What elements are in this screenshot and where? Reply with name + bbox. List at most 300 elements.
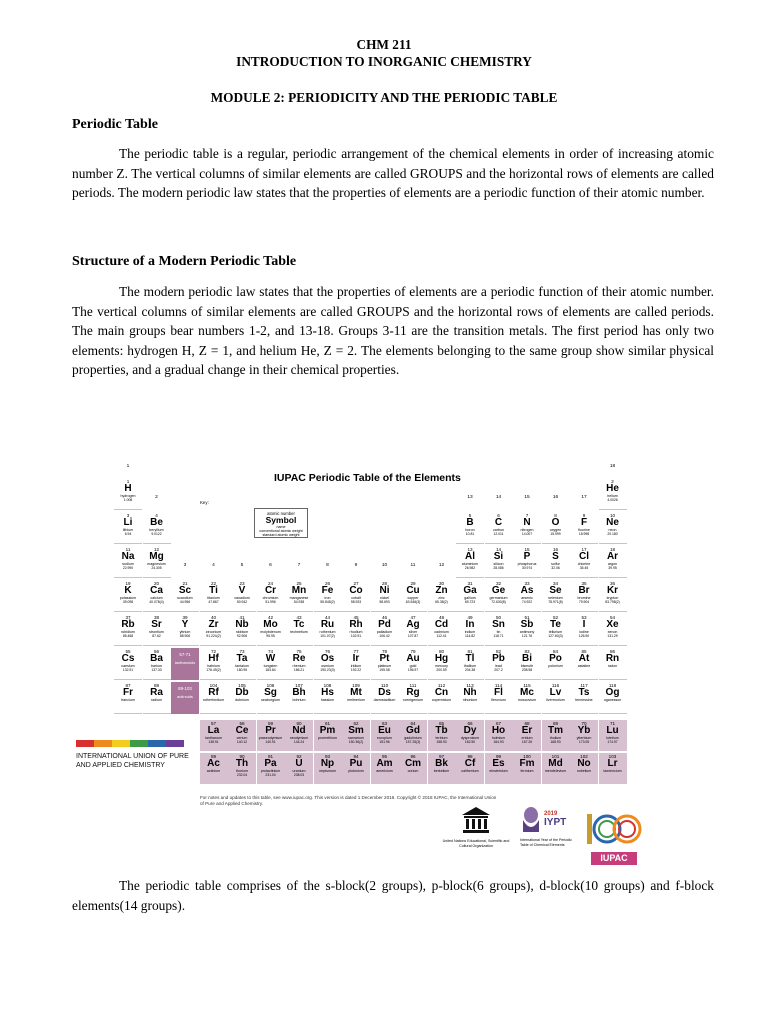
element-u [285, 753, 313, 785]
element-symbol: Tc [293, 619, 305, 630]
key-weight-2: standard atomic weight [262, 533, 300, 537]
element-er [513, 720, 541, 752]
element-weight: 95.95 [266, 634, 275, 638]
element-weight: 151.96 [379, 740, 390, 744]
course-code: CHM 211 [356, 37, 412, 52]
element-number: 85 [581, 649, 587, 654]
element-ti [200, 580, 228, 612]
element-name: selenium [548, 596, 563, 600]
element-c [485, 512, 513, 544]
element-number: 79 [410, 649, 416, 654]
element-name: astatine [577, 664, 591, 668]
element-nd [285, 720, 313, 752]
element-symbol: Nh [463, 687, 477, 698]
element-number: 58 [239, 721, 245, 726]
element-weight: 15.999 [550, 532, 561, 536]
element-number: 4 [155, 513, 158, 518]
element-weight: 232.04 [236, 773, 248, 777]
element-symbol: No [577, 758, 591, 769]
iupac-logo [76, 740, 192, 770]
element-name: europium [377, 736, 392, 740]
element-symbol: Rg [406, 687, 420, 698]
element-number: 69 [552, 721, 559, 726]
element-name: dubnium [235, 698, 249, 702]
group-number: 10 [381, 563, 388, 568]
element-weight: 47.867 [208, 600, 219, 604]
element-name: neptunium [319, 769, 336, 773]
element-number: 87 [125, 683, 131, 688]
element-ca [143, 580, 171, 612]
iupac-color-bar [76, 740, 94, 747]
element-name: tin [496, 630, 501, 634]
element-name: xenon [607, 630, 618, 634]
element-os [314, 648, 342, 680]
element-number: 14 [495, 547, 502, 552]
element-number: 42 [267, 615, 274, 620]
element-xe [599, 614, 627, 646]
element-number: 38 [153, 615, 160, 620]
element-weight: 39.95 [608, 566, 617, 570]
element-b [456, 512, 484, 544]
element-number: 88 [153, 683, 160, 688]
element-yb [570, 720, 598, 752]
element-gd [399, 720, 427, 752]
element-weight: 6.94 [124, 532, 132, 536]
element-number: 68 [524, 721, 530, 726]
element-weight: 18.998 [578, 532, 590, 536]
element-weight: 200.59 [436, 668, 447, 672]
element-symbol: Dy [463, 725, 477, 736]
element-og [599, 682, 627, 714]
element-weight: 132.91 [122, 668, 134, 672]
element-symbol: As [520, 585, 534, 596]
element-symbol: Ds [378, 687, 391, 698]
section-heading-periodic-table: Periodic Table [72, 117, 158, 132]
element-name: holmium [491, 736, 506, 740]
element-name: indium [464, 630, 476, 634]
element-symbol: Tm [548, 725, 563, 736]
element-number: 53 [581, 615, 587, 620]
element-symbol: Cl [579, 551, 589, 562]
mendeleev-portrait-icon [520, 806, 542, 832]
element-co [342, 580, 370, 612]
element-pa [257, 753, 285, 785]
element-name: livermorium [546, 698, 565, 702]
element-name: hafnium [207, 664, 220, 668]
element-weight: 195.08 [379, 668, 390, 672]
element-cd [428, 614, 456, 646]
element-name: cadmium [434, 630, 449, 634]
element-sn [485, 614, 513, 646]
element-number: 37 [125, 615, 131, 620]
element-symbol: Ba [150, 653, 163, 664]
element-name: praseodymium [258, 736, 283, 740]
element-bh [285, 682, 313, 714]
element-weight: 178.49(2) [206, 668, 221, 672]
group-number: 15 [524, 495, 530, 500]
element-number: 50 [495, 615, 502, 620]
element-weight: 102.91 [350, 634, 362, 638]
element-k [114, 580, 142, 612]
element-ta [228, 648, 256, 680]
element-in [456, 614, 484, 646]
element-symbol: Md [548, 758, 563, 769]
element-name: polonium [548, 664, 563, 668]
element-ts [570, 682, 598, 714]
element-symbol: Sc [178, 585, 192, 596]
element-number: 98 [467, 754, 473, 759]
element-name: palladium [376, 630, 393, 634]
element-name: iron [324, 596, 331, 600]
element-number: 60 [296, 721, 302, 726]
iypt-text: International Year of the Periodic Table of Chemical Elements [520, 838, 572, 847]
element-symbol: Fl [494, 687, 503, 698]
element-name: berkelium [433, 769, 450, 773]
element-kr [599, 580, 627, 612]
element-weight: 58.933 [350, 600, 362, 604]
element-name: thorium [236, 769, 248, 773]
element-number: 54 [609, 615, 616, 620]
element-number: 5 [468, 513, 472, 518]
element-no [570, 753, 598, 785]
element-sg [257, 682, 285, 714]
element-weight: 1.008 [123, 498, 133, 502]
element-name: plutonium [348, 769, 364, 773]
element-symbol: Ca [150, 585, 163, 596]
element-name: yttrium [179, 630, 191, 634]
element-ar [599, 546, 627, 578]
element-name: flerovium [491, 698, 506, 702]
element-symbol: Re [292, 653, 306, 664]
element-name: mendelevium [544, 769, 567, 773]
element-weight: 83.798(2) [605, 600, 620, 604]
element-number: 28 [381, 581, 388, 586]
element-symbol: Gd [406, 725, 420, 736]
group-number: 13 [467, 495, 473, 500]
element-symbol: Ga [463, 585, 477, 596]
element-symbol: Yb [577, 725, 591, 736]
element-number: 74 [267, 649, 274, 654]
element-weight: 88.906 [179, 634, 191, 638]
group-number: 6 [269, 563, 272, 568]
element-symbol: Sn [492, 619, 505, 630]
element-number: 100 [523, 754, 531, 759]
element-number: 75 [296, 649, 302, 654]
element-weight: 22.990 [122, 566, 134, 570]
element-symbol: C [494, 517, 503, 528]
element-weight: 12.011 [493, 532, 504, 536]
element-symbol: Pa [264, 758, 277, 769]
element-weight: 101.07(2) [320, 634, 335, 638]
element-name: bohrium [292, 698, 306, 702]
element-number: 40 [210, 615, 217, 620]
element-weight: 87.62 [152, 634, 161, 638]
element-number: 111 [409, 683, 417, 688]
element-name: beryllium [149, 528, 164, 532]
element-symbol: Fr [123, 687, 133, 698]
element-symbol: B [466, 517, 474, 528]
element-number: 44 [324, 615, 331, 620]
element-h [114, 478, 142, 510]
element-weight: 137.33 [151, 668, 162, 672]
element-symbol: Mg [149, 551, 164, 562]
element-number: 21 [182, 581, 188, 586]
iypt-year: 2019 [544, 810, 558, 817]
element-br [570, 580, 598, 612]
element-name: thulium [549, 736, 562, 740]
element-symbol: Hg [434, 653, 449, 664]
element-number: 13 [467, 547, 473, 552]
element-name: gadolinium [404, 736, 422, 740]
iypt-logo [520, 806, 576, 876]
element-number: 24 [267, 581, 274, 586]
element-symbol: Rn [605, 653, 620, 664]
element-es [485, 753, 513, 785]
element-symbol: Hs [321, 687, 334, 698]
element-name: lead [495, 664, 502, 668]
iupac-color-bar [166, 740, 184, 747]
element-number: 55 [125, 649, 131, 654]
element-symbol: Ta [236, 653, 248, 664]
element-fm [513, 753, 541, 785]
periodic-table-title: IUPAC Periodic Table of the Elements [274, 472, 461, 484]
group-number: 14 [495, 495, 502, 500]
element-symbol: Ne [606, 517, 619, 528]
element-number: 59 [267, 721, 274, 726]
element-symbol: Si [493, 551, 504, 562]
element-cu [399, 580, 427, 612]
element-name: terbium [435, 736, 448, 740]
element-number: 78 [381, 649, 388, 654]
iupac-color-bar [130, 740, 148, 747]
element-ag [399, 614, 427, 646]
element-symbol: Pb [492, 653, 505, 664]
element-name: rutherfordium [202, 698, 225, 702]
element-number: 114 [494, 683, 503, 688]
element-number: 17 [581, 547, 587, 552]
element-name: tellurium [548, 630, 563, 634]
element-symbol: Zn [435, 585, 448, 596]
element-number: 64 [410, 721, 416, 726]
element-ge [485, 580, 513, 612]
element-number: 52 [552, 615, 559, 620]
element-weight: 114.82 [464, 634, 476, 638]
element-number: 118 [608, 683, 617, 688]
iupac-100-rings-icon [583, 808, 643, 852]
group-number: 3 [183, 563, 187, 568]
element-number: 92 [296, 754, 302, 759]
element-symbol: Cm [404, 758, 422, 769]
element-name: tungsten [263, 664, 278, 668]
element-symbol: Cn [434, 687, 449, 698]
element-tc [285, 614, 313, 646]
element-symbol: Sr [151, 619, 162, 630]
element-weight: 69.723 [464, 600, 476, 604]
element-symbol: Ti [209, 585, 218, 596]
element-symbol: V [238, 585, 246, 596]
element-symbol: W [265, 653, 276, 664]
element-pt [371, 648, 399, 680]
element-name: moscovium [517, 698, 537, 702]
element-weight: 28.085 [493, 566, 504, 570]
element-rb [114, 614, 142, 646]
element-symbol: Pt [379, 653, 390, 664]
group-number: 9 [354, 563, 358, 568]
element-ce [228, 720, 256, 752]
element-name: boron [465, 528, 475, 532]
key-box [254, 508, 308, 538]
lanthanoids-range: 57-71 [179, 652, 191, 657]
element-number: 97 [438, 754, 445, 759]
element-name: caesium [121, 664, 135, 668]
element-weight: 50.942 [236, 600, 248, 604]
element-rf [200, 682, 228, 714]
element-symbol: Pm [319, 725, 336, 736]
element-number: 73 [239, 649, 245, 654]
element-pb [485, 648, 513, 680]
element-name: nitrogen [520, 528, 534, 532]
element-cn [428, 682, 456, 714]
element-name: carbon [493, 528, 504, 532]
element-number: 96 [410, 754, 416, 759]
element-number: 70 [581, 721, 587, 726]
element-weight: 186.21 [293, 668, 305, 672]
element-bk [428, 753, 456, 785]
element-weight: 238.03 [293, 773, 305, 777]
element-number: 95 [381, 754, 388, 759]
element-name: radon [607, 664, 618, 668]
element-symbol: Os [320, 653, 335, 664]
element-re [285, 648, 313, 680]
element-number: 8 [554, 513, 557, 518]
group-number: 16 [552, 495, 559, 500]
element-symbol: Mo [263, 619, 278, 630]
element-name: bromine [577, 596, 591, 600]
element-symbol: Be [150, 517, 163, 528]
group-number: 5 [240, 563, 244, 568]
course-title: INTRODUCTION TO INORGANIC CHEMISTRY [236, 54, 532, 69]
element-symbol: F [580, 517, 588, 528]
element-number: 29 [410, 581, 416, 586]
element-ne [599, 512, 627, 544]
element-name: chlorine [577, 562, 591, 566]
element-name: tennessine [575, 698, 593, 702]
element-weight: 127.60(3) [548, 634, 563, 638]
element-name: radium [151, 698, 162, 702]
element-weight: 9.0122 [151, 532, 162, 536]
element-symbol: Hf [208, 653, 219, 664]
element-lr [599, 753, 627, 785]
element-weight: 58.693 [379, 600, 390, 604]
element-p [513, 546, 541, 578]
element-number: 1 [126, 479, 130, 484]
element-sm [342, 720, 370, 752]
group-number: 2 [155, 495, 158, 500]
element-weight: 231.04 [265, 773, 276, 777]
element-weight: 126.90 [578, 634, 590, 638]
element-ga [456, 580, 484, 612]
element-weight: 190.23(3) [320, 668, 335, 672]
element-number: 45 [353, 615, 359, 620]
element-number: 41 [239, 615, 245, 620]
element-name: silver [408, 630, 418, 634]
element-weight: 92.906 [236, 634, 248, 638]
element-symbol: Te [550, 619, 561, 630]
element-symbol: Cu [406, 585, 420, 596]
element-name: aluminium [461, 562, 479, 566]
element-weight: 144.24 [293, 740, 305, 744]
iupac-color-bars [76, 740, 184, 747]
element-symbol: K [124, 585, 132, 596]
element-number: 19 [125, 581, 131, 586]
element-ra [143, 682, 171, 714]
element-eu [371, 720, 399, 752]
element-symbol: Pu [349, 758, 363, 769]
element-name: vanadium [234, 596, 250, 600]
element-at [570, 648, 598, 680]
element-symbol: At [578, 653, 590, 664]
element-number: 107 [295, 683, 303, 688]
element-fr [114, 682, 142, 714]
element-weight: 208.98 [521, 668, 533, 672]
element-sc [171, 580, 199, 612]
lanthanoids-reference [171, 648, 199, 680]
element-name: nihonium [462, 698, 478, 702]
element-number: 43 [296, 615, 302, 620]
element-bi [513, 648, 541, 680]
element-symbol: Np [320, 758, 335, 769]
paragraph-periodic-table: The periodic table is a regular, periodic arrangement of the chemical elements in order of increasing atomic number Z. The vertical columns of similar elements are called GROUPS and the horizontal rows of elements are called periods. The modern periodic law states that the properties of elements are a periodic function of their atomic number. [72, 146, 714, 200]
element-number: 115 [523, 683, 531, 688]
element-name: roentgenium [403, 698, 423, 702]
element-weight: 180.95 [236, 668, 248, 672]
element-number: 105 [238, 683, 246, 688]
element-te [542, 614, 570, 646]
element-symbol: Kr [606, 585, 619, 596]
element-number: 101 [551, 754, 560, 759]
element-number: 6 [497, 513, 500, 518]
element-number: 94 [353, 754, 359, 759]
element-symbol: Er [521, 725, 533, 736]
element-number: 12 [153, 547, 160, 552]
element-symbol: Nb [235, 619, 249, 630]
element-mc [513, 682, 541, 714]
element-number: 56 [153, 649, 160, 654]
element-weight: 118.71 [493, 634, 504, 638]
element-symbol: Ac [207, 758, 220, 769]
element-symbol: H [124, 483, 132, 494]
element-symbol: Th [235, 758, 249, 769]
element-sr [143, 614, 171, 646]
iupac-name: INTERNATIONAL UNION OF PURE AND APPLIED CHEMISTRY [76, 753, 189, 769]
element-symbol: Bh [292, 687, 306, 698]
element-name: germanium [489, 596, 508, 600]
element-lu [599, 720, 627, 752]
element-name: lithium [122, 528, 134, 532]
element-weight: 51.996 [265, 600, 276, 604]
actinoids-label: actinoids [177, 694, 193, 699]
element-weight: 112.41 [436, 634, 447, 638]
element-name: arsenic [521, 596, 533, 600]
element-weight: 106.42 [379, 634, 390, 638]
element-mo [257, 614, 285, 646]
element-symbol: Se [549, 585, 562, 596]
element-name: cobalt [351, 596, 361, 600]
element-f [570, 512, 598, 544]
element-fe [314, 580, 342, 612]
element-weight: 40.078(4) [149, 600, 164, 604]
element-weight: 26.982 [464, 566, 476, 570]
